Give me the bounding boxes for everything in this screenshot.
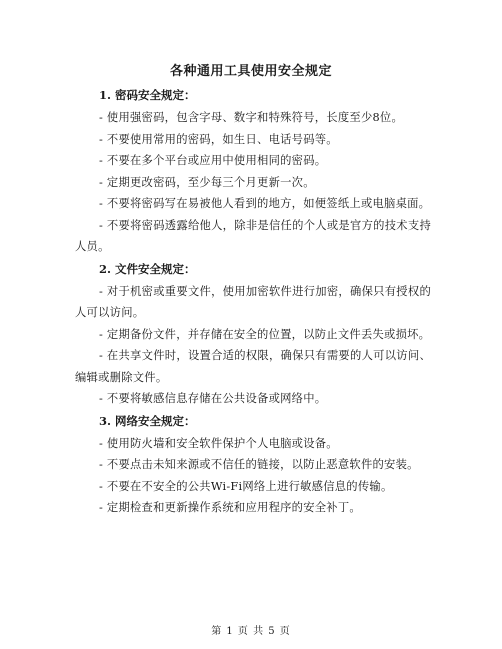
section-heading: 3. 网络安全规定： (99, 413, 196, 428)
list-item: - 使用防火墙和安全软件保护个人电脑或设备。 (99, 436, 338, 450)
list-item: - 不要在不安全的公共Wi-Fi网络上进行敏感信息的传输。 (99, 479, 393, 493)
list-item: - 不要在多个平台或应用中使用相同的密码。 (99, 154, 327, 167)
list-item: - 不要将密码透露给他人，除非是信任的个人或是官方的技术支持人员。 (75, 218, 431, 253)
document-body (75, 84, 431, 519)
list-item: - 在共享文件时，设置合适的权限，确保只有需要的人可以访问、编辑或删除文件。 (75, 349, 431, 384)
section-heading: 1. 密码安全规定： (99, 88, 196, 102)
section-heading: 2. 文件安全规定： (99, 261, 196, 276)
list-item: - 不要使用常用的密码，如生日、电话号码等。 (99, 132, 338, 146)
list-item: - 不要将敏感信息存储在公共设备或网络中。 (99, 392, 327, 405)
document-title: 各种通用工具使用安全规定 (169, 64, 332, 79)
list-item: - 使用强密码，包含字母、数字和特殊符号，长度至少8位。 (99, 111, 404, 124)
section-password (75, 84, 431, 258)
list-item: - 定期备份文件，并存储在安全的位置，以防止文件丢失或损坏。 (99, 327, 431, 341)
list-item: - 定期更改密码，至少每三个月更新一次。 (99, 175, 315, 189)
page-number: 第 1 页 共 5 页 (211, 626, 291, 637)
section-network (75, 410, 431, 519)
section-file (75, 258, 431, 410)
list-item: - 定期检查和更新操作系统和应用程序的安全补丁。 (99, 501, 361, 514)
list-item: - 不要点击未知来源或不信任的链接，以防止恶意软件的安装。 (99, 458, 419, 471)
list-item: - 不要将密码写在易被他人看到的地方，如便签纸上或电脑桌面。 (99, 197, 431, 210)
list-item: - 对于机密或重要文件，使用加密软件进行加密，确保只有授权的人可以访问。 (75, 284, 431, 319)
